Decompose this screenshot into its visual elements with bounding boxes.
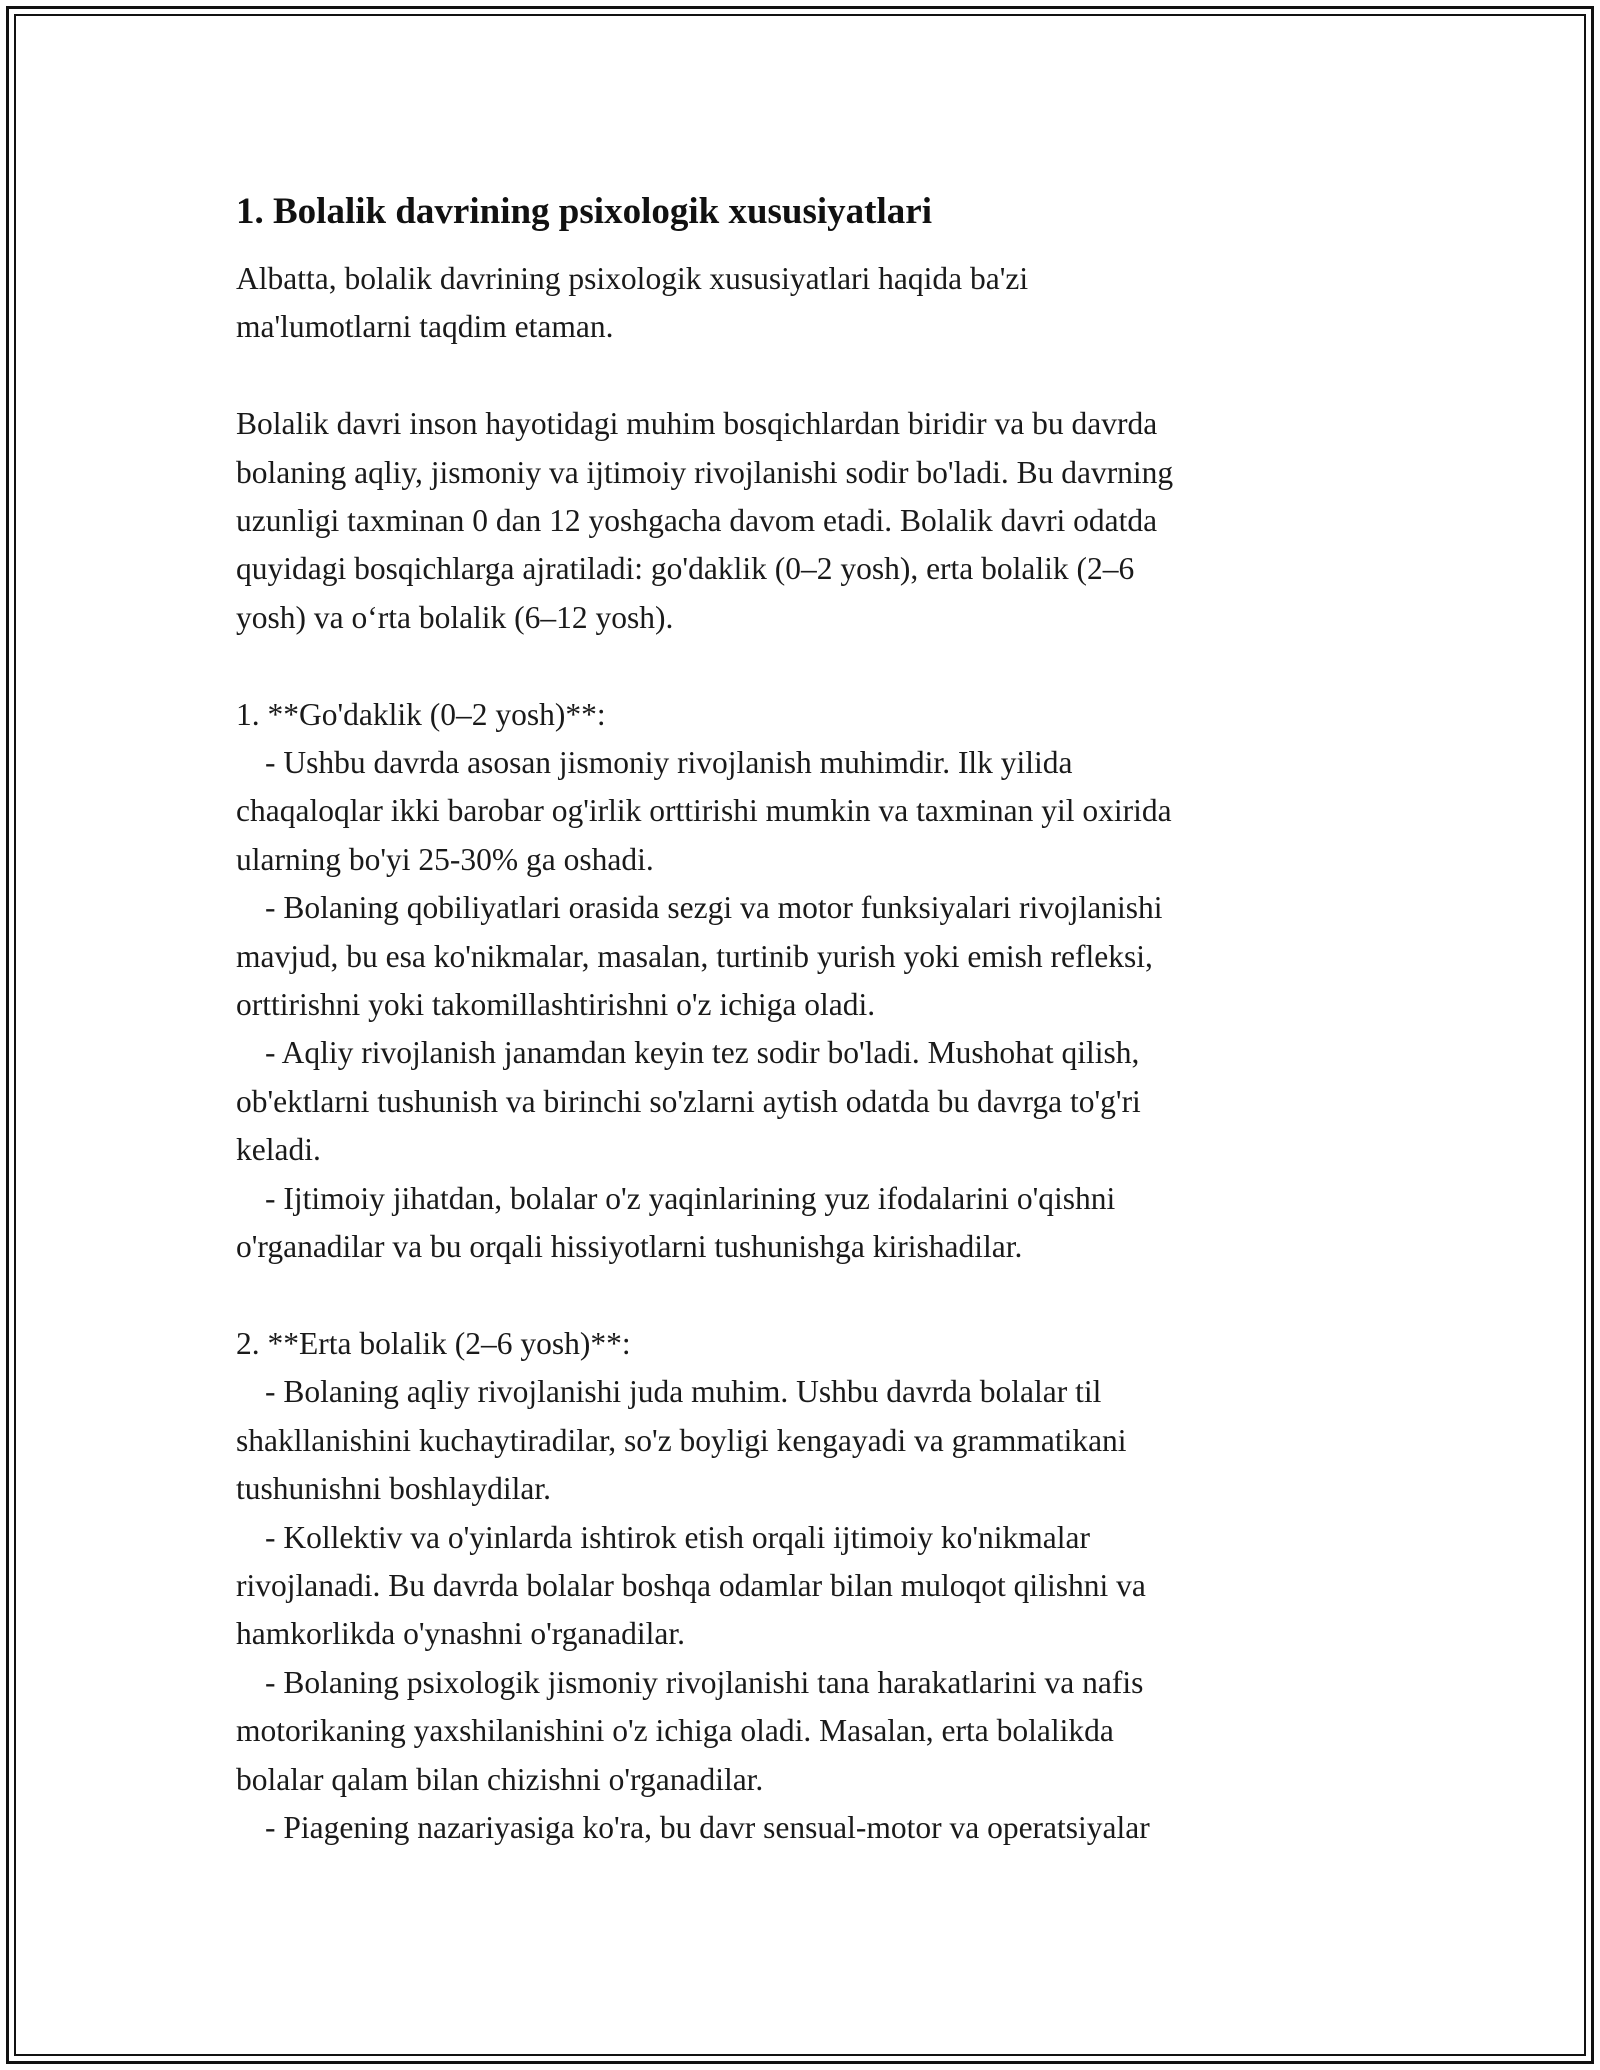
text-line: keladi. xyxy=(236,1132,321,1168)
text-line: Bolalik davri inson hayotidagi muhim bosqichlardan biridir va bu davrda xyxy=(236,406,1158,442)
text-line: o'rganadilar va bu orqali hissiyotlarni tushunishga kirishadilar. xyxy=(236,1229,1023,1265)
text-line: tushunishni boshlaydilar. xyxy=(236,1471,551,1507)
section-heading: 2. **Erta bolalik (2–6 yosh)**: xyxy=(236,1325,631,1361)
text-line: bolaning aqliy, jismoniy va ijtimoiy rivojlanishi sodir bo'ladi. Bu davrning xyxy=(236,454,1174,490)
text-line: ob'ektlarni tushunish va birinchi so'zlarni aytish odatda bu davrga to'g'ri xyxy=(236,1083,1141,1119)
text-line: bolalar qalam bilan chizishni o'rganadilar. xyxy=(236,1761,764,1797)
paragraph-gap xyxy=(236,642,1376,690)
section-heading: 1. **Go'daklik (0–2 yosh)**: xyxy=(236,696,606,732)
document-body xyxy=(236,188,1376,1852)
text-line: Albatta, bolalik davrining psixologik xususiyatlari haqida ba'zi xyxy=(236,261,1029,296)
paragraph-gap xyxy=(236,352,1376,400)
text-line: chaqaloqlar ikki barobar og'irlik orttirishi mumkin va taxminan yil oxirida xyxy=(236,793,1172,829)
bullet-line: - Bolaning psixologik jismoniy rivojlanishi tana harakatlarini va nafis xyxy=(265,1664,1144,1700)
text-line: mavjud, bu esa ko'nikmalar, masalan, turtinib yurish yoki emish refleksi, xyxy=(236,938,1153,974)
section-infancy xyxy=(236,691,1376,1272)
bullet-line: - Aqliy rivojlanish janamdan keyin tez sodir bo'ladi. Mushohat qilish, xyxy=(265,1035,1140,1071)
text-line: ma'lumotlarni taqdim etaman. xyxy=(236,309,614,345)
intro-paragraph xyxy=(236,255,1376,352)
text-line: shakllanishini kuchaytiradilar, so'z boyligi kengayadi va grammatikani xyxy=(236,1422,1127,1458)
text-line: ularning bo'yi 25-30% ga oshadi. xyxy=(236,841,654,877)
text-line: motorikaning yaxshilanishini o'z ichiga oladi. Masalan, erta bolalikda xyxy=(236,1713,1114,1749)
text-line: orttirishni yoki takomillashtirishni o'z ichiga oladi. xyxy=(236,987,876,1023)
overview-paragraph xyxy=(236,400,1376,642)
text-line: quyidagi bosqichlarga ajratiladi: go'daklik (0–2 yosh), erta bolalik (2–6 xyxy=(236,551,1135,587)
text-line: hamkorlikda o'ynashni o'rganadilar. xyxy=(236,1616,686,1652)
bullet-line: - Ushbu davrda asosan jismoniy rivojlanish muhimdir. Ilk yilida xyxy=(265,745,1073,781)
bullet-line: - Kollektiv va o'yinlarda ishtirok etish orqali ijtimoiy ko'nikmalar xyxy=(265,1519,1090,1555)
text-line: uzunligi taxminan 0 dan 12 yoshgacha davom etadi. Bolalik davri odatda xyxy=(236,503,1158,539)
section-early-childhood xyxy=(236,1320,1376,1852)
paragraph-gap xyxy=(236,1272,1376,1320)
page-title: 1. Bolalik davrining psixologik xususiyatlari xyxy=(236,191,932,232)
bullet-line: - Bolaning aqliy rivojlanishi juda muhim. Ushbu davrda bolalar til xyxy=(265,1374,1102,1410)
bullet-line: - Bolaning qobiliyatlari orasida sezgi va motor funksiyalari rivojlanishi xyxy=(265,890,1163,926)
bullet-line: - Ijtimoiy jihatdan, bolalar o'z yaqinlarining yuz ifodalarini o'qishni xyxy=(265,1180,1116,1216)
text-line: yosh) va oʻrta bolalik (6–12 yosh). xyxy=(236,599,674,635)
bullet-line: - Piagening nazariyasiga ko'ra, bu davr sensual-motor va operatsiyalar xyxy=(265,1809,1150,1845)
text-line: rivojlanadi. Bu davrda bolalar boshqa odamlar bilan muloqot qilishni va xyxy=(236,1567,1146,1603)
